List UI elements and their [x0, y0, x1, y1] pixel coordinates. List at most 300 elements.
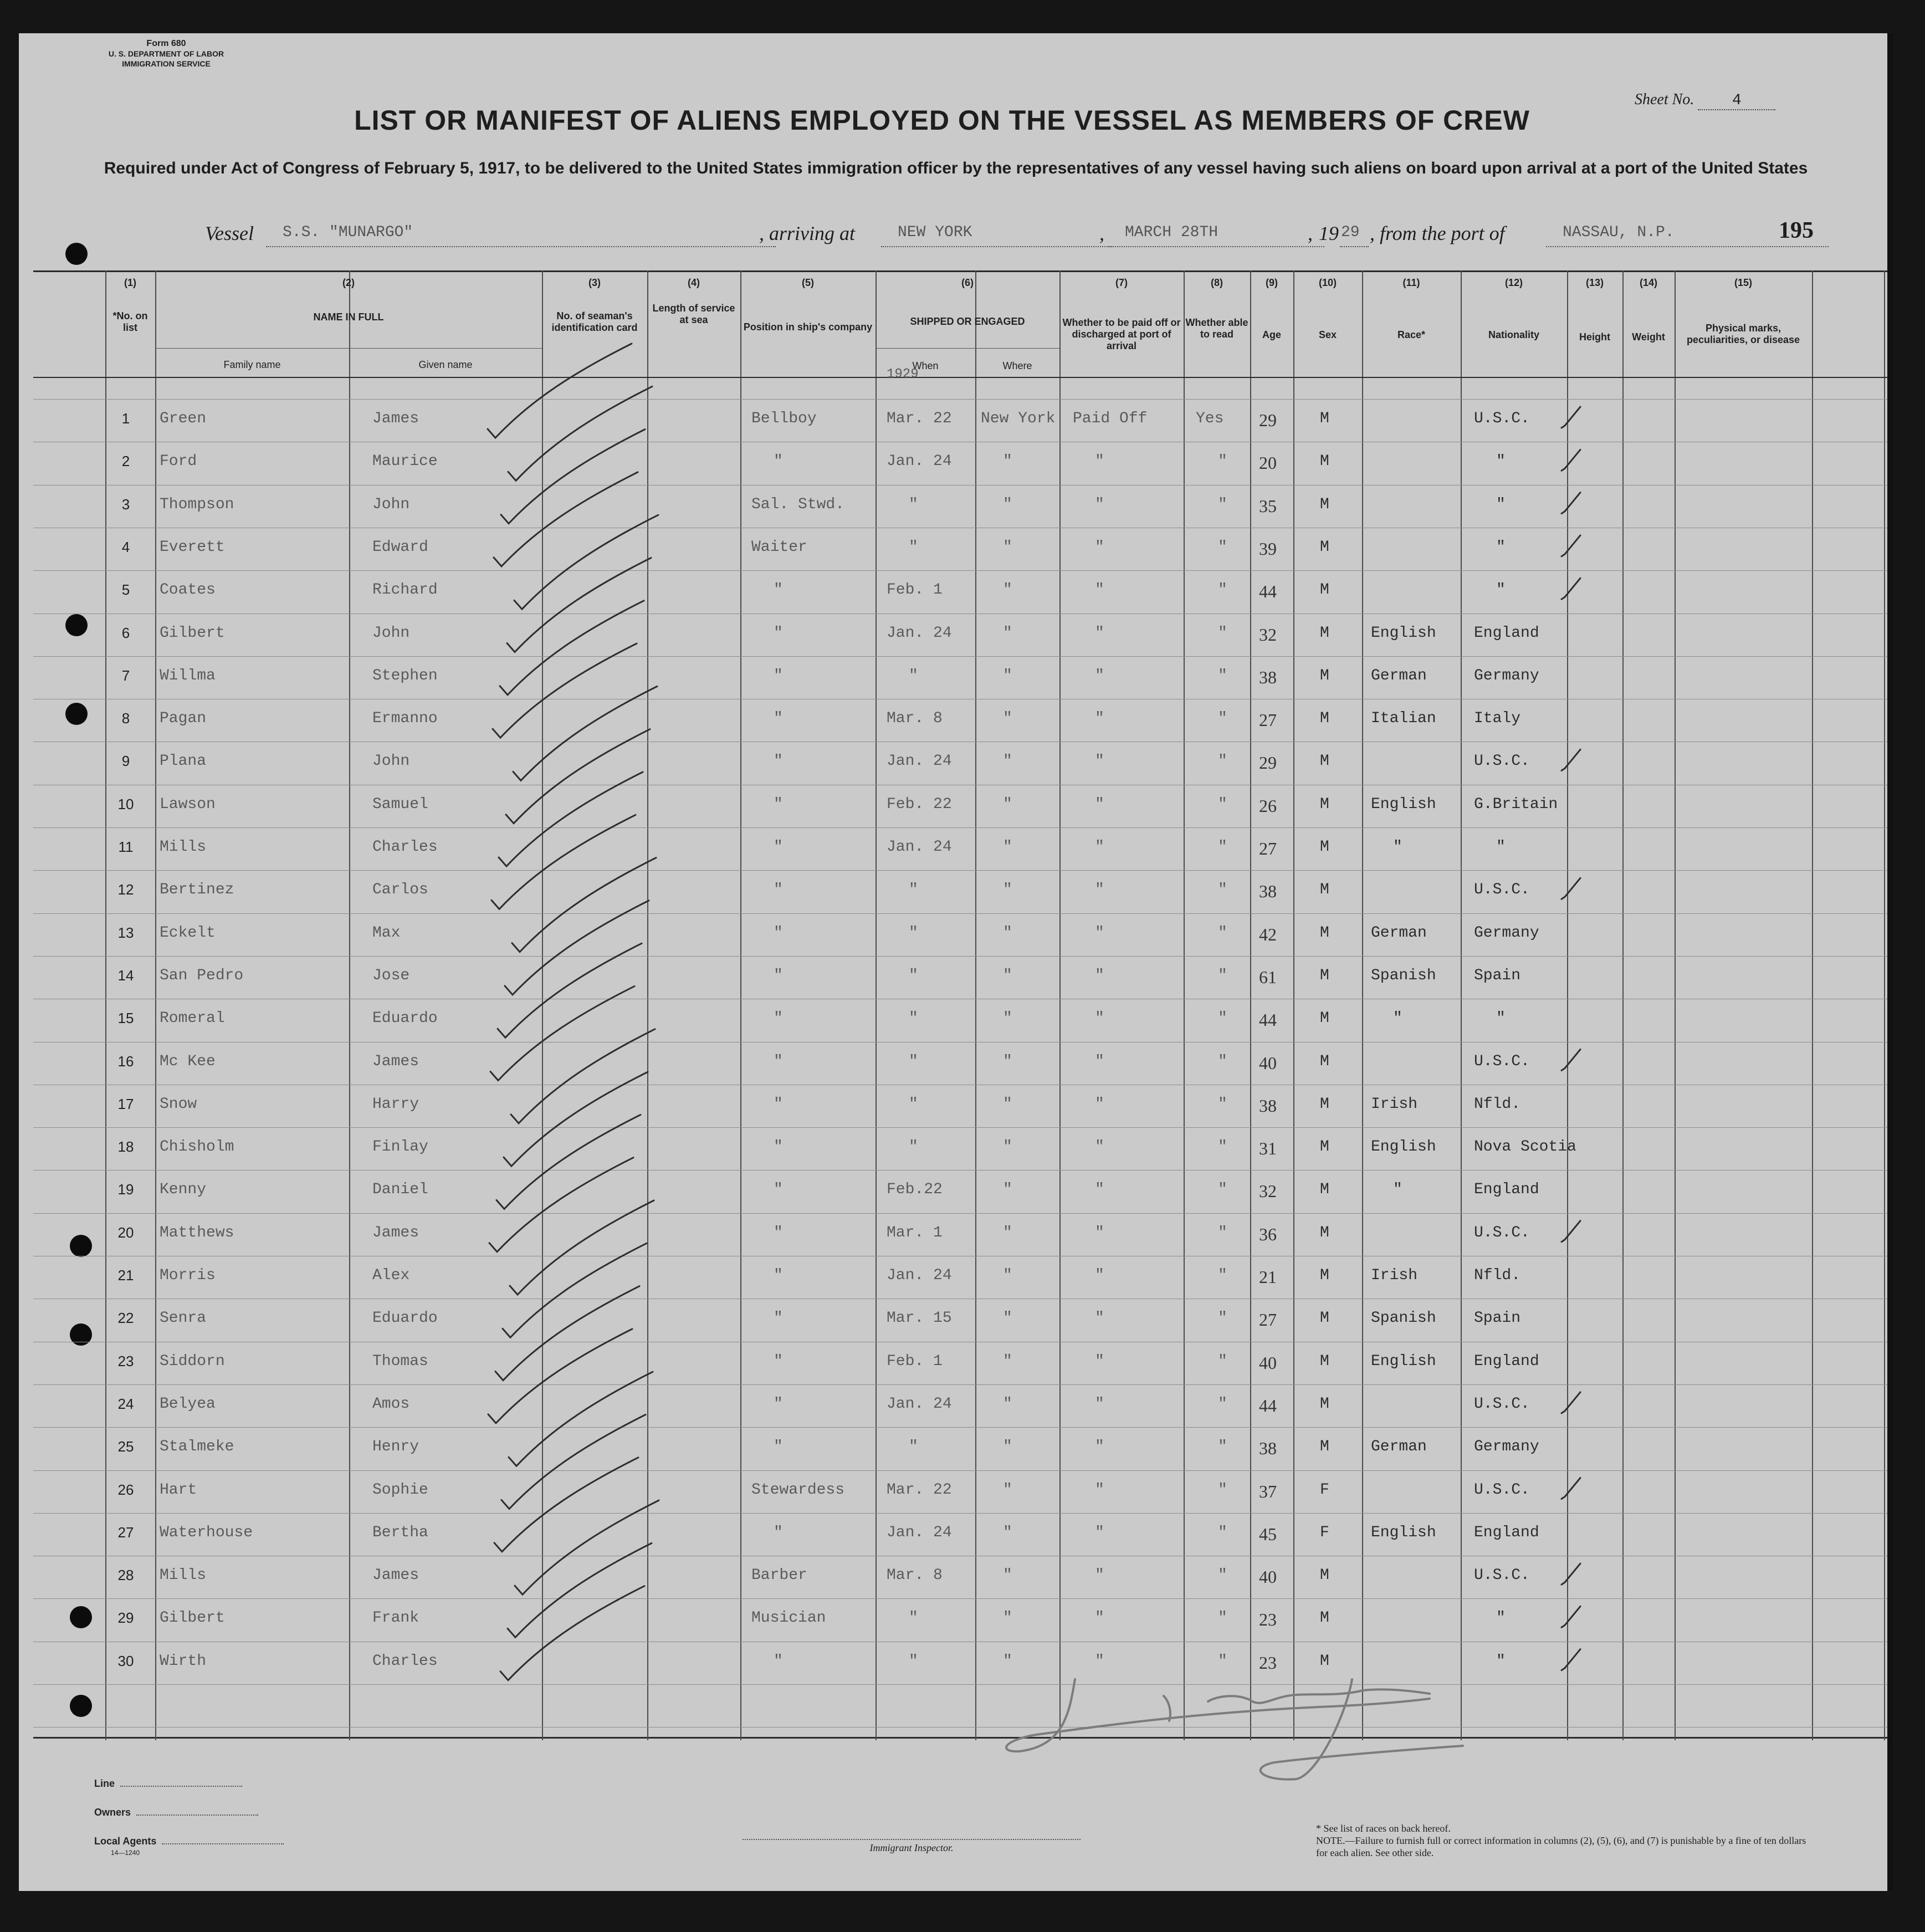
cell-given: Maurice — [372, 453, 438, 471]
inspector-signature — [986, 1668, 1529, 1785]
punch-hole — [65, 243, 88, 265]
cell-no: 3 — [121, 495, 130, 513]
cell-given: Daniel — [372, 1181, 428, 1199]
cell-age: 45 — [1259, 1524, 1277, 1544]
punch-hole — [65, 614, 88, 636]
cell-read: " — [1218, 1652, 1227, 1670]
column-label: SHIPPED OR ENGAGED — [910, 316, 1025, 327]
cell-given: John — [372, 495, 410, 513]
vessel-line: Vessel S.S. "MUNARGO" , arriving at NEW YORK , MARCH 28TH , 19 29 , from the port of NASSAU, N.P. — [205, 222, 1829, 249]
column-label: Nationality — [1488, 329, 1539, 340]
cell-when: Feb. 1 — [887, 1352, 943, 1370]
cell-given: Richard — [372, 581, 438, 599]
column-rule — [740, 270, 741, 1740]
cell-age: 31 — [1259, 1138, 1277, 1159]
cell-when: " — [909, 1138, 918, 1156]
cell-where: " — [1003, 1524, 1012, 1541]
cell-age: 26 — [1259, 795, 1277, 816]
column-label: Whether to be paid off or discharged at port of arrival — [1062, 317, 1181, 351]
cell-nationality: U.S.C. — [1474, 1395, 1530, 1413]
cell-nationality: " — [1496, 1652, 1506, 1670]
line-field: Line — [94, 1778, 242, 1790]
cell-family: Willma — [160, 667, 216, 684]
cell-where: " — [1003, 967, 1012, 984]
row-rule — [33, 570, 1887, 571]
column-rule — [1293, 270, 1294, 1740]
cell-paid: " — [1095, 453, 1104, 471]
cell-where: " — [1003, 1095, 1012, 1113]
cell-position: " — [774, 753, 783, 770]
column-number: (6) — [961, 277, 974, 288]
cell-age: 61 — [1259, 967, 1277, 987]
cell-age: 38 — [1259, 1438, 1277, 1459]
cell-sex: M — [1320, 667, 1329, 684]
cell-nationality: Nfld. — [1474, 1267, 1521, 1284]
cell-where: " — [1003, 581, 1012, 599]
form-number: Form 680 — [146, 39, 186, 48]
cell-family: Everett — [160, 538, 225, 556]
cell-position: Bellboy — [751, 410, 817, 427]
column-label: NAME IN FULL — [313, 311, 384, 323]
cell-given: Charles — [372, 839, 438, 856]
cell-no: 11 — [118, 839, 134, 855]
cell-age: 27 — [1259, 710, 1277, 730]
page-subtitle: Required under Act of Congress of February 5, 1917, to be delivered to the United States immigration officer by the representatives of any vessel having such aliens on board upon arrival at a port of the United States — [104, 159, 1808, 177]
cell-no: 13 — [117, 924, 134, 941]
cell-nationality: Spain — [1474, 1310, 1521, 1327]
cell-read: Yes — [1196, 410, 1224, 427]
cell-family: Snow — [160, 1095, 197, 1113]
cell-where: " — [1003, 795, 1012, 813]
cell-paid: " — [1095, 1438, 1104, 1456]
cell-sex: M — [1320, 581, 1329, 599]
cell-given: James — [372, 1567, 419, 1585]
cell-given: Max — [372, 924, 401, 942]
cell-nationality: " — [1496, 1609, 1506, 1627]
cell-position: " — [774, 667, 783, 684]
cell-paid: " — [1095, 795, 1104, 813]
row-rule — [33, 913, 1887, 914]
cell-nationality: England — [1474, 1524, 1539, 1541]
race-note: * See list of races on back hereof. — [1316, 1823, 1451, 1834]
row-rule — [33, 1170, 1887, 1171]
cell-family: Mc Kee — [160, 1052, 216, 1070]
column-number: (11) — [1402, 277, 1420, 288]
cell-given: Frank — [372, 1609, 419, 1627]
cell-position: " — [774, 1052, 783, 1070]
cell-when: " — [909, 1609, 918, 1627]
cell-family: Belyea — [160, 1395, 216, 1413]
cell-sex: M — [1320, 710, 1329, 728]
cell-position: " — [774, 881, 783, 899]
cell-nationality: U.S.C. — [1474, 1052, 1530, 1070]
row-rule — [33, 1384, 1887, 1385]
cell-position: " — [774, 1438, 783, 1456]
cell-sex: M — [1320, 538, 1329, 556]
row-rule — [33, 1513, 1887, 1514]
cell-paid: " — [1095, 967, 1104, 984]
cell-where: " — [1003, 495, 1012, 513]
cell-sex: M — [1320, 1652, 1329, 1670]
cell-paid: " — [1095, 1481, 1104, 1499]
cell-when: " — [909, 881, 918, 899]
cell-family: Hart — [160, 1481, 197, 1499]
cell-age: 38 — [1259, 881, 1277, 902]
cell-age: 39 — [1259, 538, 1277, 559]
cell-when: Feb. 1 — [887, 581, 943, 599]
row-rule — [33, 1427, 1887, 1428]
cell-paid: " — [1095, 1224, 1104, 1241]
cell-where: " — [1003, 710, 1012, 728]
cell-when: Feb.22 — [887, 1181, 943, 1199]
cell-nationality: England — [1474, 624, 1539, 642]
cell-age: 32 — [1259, 1181, 1277, 1202]
cell-when: " — [909, 1438, 918, 1456]
cell-where: " — [1003, 1267, 1012, 1284]
cell-where: " — [1003, 667, 1012, 684]
cell-sex: M — [1320, 453, 1329, 471]
column-rule — [975, 270, 976, 1740]
cell-position: " — [774, 1395, 783, 1413]
cell-position: " — [774, 839, 783, 856]
cell-where: " — [1003, 453, 1012, 471]
cell-paid: " — [1095, 1138, 1104, 1156]
cell-read: " — [1218, 795, 1227, 813]
column-rule — [876, 270, 877, 1740]
cell-sex: M — [1320, 967, 1329, 984]
cell-sex: M — [1320, 1224, 1329, 1241]
cell-age: 36 — [1259, 1224, 1277, 1244]
cell-race: " — [1393, 839, 1402, 856]
cell-paid: " — [1095, 1524, 1104, 1541]
cell-sex: M — [1320, 495, 1329, 513]
cell-position: " — [774, 1310, 783, 1327]
cell-read: " — [1218, 581, 1227, 599]
column-rule — [1622, 270, 1624, 1740]
cell-nationality: Nova Scotia — [1474, 1138, 1576, 1156]
cell-when: " — [909, 1052, 918, 1070]
cell-paid: " — [1095, 753, 1104, 770]
column-sublabel: Where — [1002, 360, 1032, 371]
cell-no: 17 — [117, 1095, 134, 1112]
row-rule — [33, 827, 1887, 828]
cell-no: 26 — [117, 1481, 134, 1498]
cell-family: Bertinez — [160, 881, 234, 899]
cell-age: 29 — [1259, 753, 1277, 773]
cell-given: Amos — [372, 1395, 410, 1413]
cell-read: " — [1218, 453, 1227, 471]
cell-family: Stalmeke — [160, 1438, 234, 1456]
cell-nationality: Germany — [1474, 667, 1539, 684]
cell-when: Mar. 22 — [887, 410, 952, 427]
column-rule — [1884, 270, 1885, 1740]
row-rule — [33, 1684, 1887, 1685]
cell-position: " — [774, 1267, 783, 1284]
cell-where: " — [1003, 753, 1012, 770]
vessel-label: Vessel — [205, 222, 254, 244]
column-sublabel: Family name — [223, 359, 281, 370]
punch-hole — [70, 1695, 92, 1717]
cell-family: Gilbert — [160, 1609, 225, 1627]
cell-when: " — [909, 967, 918, 984]
column-rule — [1362, 270, 1363, 1740]
from-port: NASSAU, N.P. — [1546, 224, 1829, 247]
cell-position: " — [774, 581, 783, 599]
vessel-name: S.S. "MUNARGO" — [266, 224, 776, 247]
cell-where: " — [1003, 1609, 1012, 1627]
cell-sex: M — [1320, 1310, 1329, 1327]
cell-race: English — [1371, 1352, 1436, 1370]
cell-sex: M — [1320, 1609, 1329, 1627]
cell-where: " — [1003, 624, 1012, 642]
cell-age: 44 — [1259, 1010, 1277, 1030]
cell-family: Wirth — [160, 1652, 207, 1670]
cell-nationality: U.S.C. — [1474, 1224, 1530, 1241]
cell-no: 18 — [117, 1138, 134, 1156]
cell-age: 32 — [1259, 624, 1277, 645]
cell-read: " — [1218, 538, 1227, 556]
column-rule — [1675, 270, 1676, 1740]
cell-sex: M — [1320, 624, 1329, 642]
cell-position: " — [774, 1181, 783, 1199]
cell-nationality: " — [1496, 839, 1506, 856]
cell-position: " — [774, 624, 783, 642]
cell-no: 1 — [121, 410, 130, 427]
cell-sex: M — [1320, 1267, 1329, 1284]
cell-no: 6 — [121, 624, 130, 641]
cell-read: " — [1218, 1138, 1227, 1156]
column-number: (3) — [588, 277, 601, 288]
cell-when: Jan. 24 — [887, 753, 952, 770]
cell-position: Waiter — [751, 538, 807, 556]
form-identifier — [83, 39, 249, 69]
cell-race: " — [1393, 1181, 1402, 1199]
cell-read: " — [1218, 1567, 1227, 1585]
cell-read: " — [1218, 667, 1227, 684]
cell-nationality: U.S.C. — [1474, 753, 1530, 770]
cell-where: " — [1003, 881, 1012, 899]
cell-race: English — [1371, 1138, 1436, 1156]
cell-position: " — [774, 1138, 783, 1156]
cell-position: " — [774, 1352, 783, 1370]
footnote — [1316, 1822, 1815, 1859]
cell-sex: M — [1320, 1095, 1329, 1113]
cell-no: 19 — [117, 1181, 134, 1198]
cell-paid: " — [1095, 1181, 1104, 1199]
cell-sex: F — [1320, 1524, 1329, 1541]
cell-family: Mills — [160, 1567, 207, 1585]
cell-sex: M — [1320, 1395, 1329, 1413]
column-rule — [155, 270, 156, 1740]
cell-no: 21 — [117, 1267, 134, 1284]
cell-race: English — [1371, 1524, 1436, 1541]
cell-nationality: England — [1474, 1181, 1539, 1199]
form-department: U. S. DEPARTMENT OF LABOR — [108, 49, 224, 58]
cell-read: " — [1218, 1352, 1227, 1370]
cell-paid: " — [1095, 1052, 1104, 1070]
column-number: (2) — [342, 277, 355, 288]
cell-no: 14 — [117, 967, 134, 984]
cell-race: Italian — [1371, 710, 1436, 728]
column-number: (13) — [1585, 277, 1604, 288]
column-label: Position in ship's company — [743, 321, 873, 333]
cell-where: " — [1003, 924, 1012, 942]
cell-given: Alex — [372, 1267, 410, 1284]
cell-no: 27 — [117, 1524, 134, 1541]
cell-read: " — [1218, 1224, 1227, 1241]
cell-nationality: U.S.C. — [1474, 881, 1530, 899]
cell-sex: M — [1320, 839, 1329, 856]
cell-when: Jan. 24 — [887, 1395, 952, 1413]
cell-where: " — [1003, 1181, 1012, 1199]
form-service: IMMIGRATION SERVICE — [122, 59, 211, 68]
cell-sex: F — [1320, 1481, 1329, 1499]
cell-where: " — [1003, 1138, 1012, 1156]
cell-paid: Paid Off — [1073, 410, 1148, 427]
cell-given: James — [372, 1052, 419, 1070]
cell-when: Jan. 24 — [887, 1524, 952, 1541]
cell-sex: M — [1320, 1567, 1329, 1585]
cell-no: 5 — [121, 581, 130, 599]
cell-where: New York — [981, 410, 1056, 427]
column-label: No. of seaman's identification card — [551, 310, 638, 333]
cell-race: " — [1393, 1010, 1402, 1028]
cell-read: " — [1218, 1095, 1227, 1113]
cell-no: 29 — [117, 1609, 134, 1627]
cell-no: 25 — [117, 1438, 134, 1455]
cell-sex: M — [1320, 1052, 1329, 1070]
column-label: Sex — [1318, 329, 1337, 340]
punch-hole — [70, 1323, 92, 1346]
column-label: Age — [1262, 329, 1281, 340]
column-label: Whether able to read — [1185, 317, 1248, 340]
cell-when: " — [909, 538, 918, 556]
column-label: *No. on list — [112, 310, 148, 333]
cell-paid: " — [1095, 710, 1104, 728]
cell-family: Gilbert — [160, 624, 225, 642]
stamp-number: 195 — [1779, 218, 1814, 243]
cell-sex: M — [1320, 1438, 1329, 1456]
cell-read: " — [1218, 710, 1227, 728]
cell-nationality: " — [1496, 1010, 1506, 1028]
cell-family: Coates — [160, 581, 216, 599]
cell-age: 42 — [1259, 924, 1277, 944]
cell-position: Barber — [751, 1567, 807, 1585]
punch-hole — [65, 703, 88, 725]
cell-race: Spanish — [1371, 967, 1436, 984]
cell-no: 2 — [121, 453, 130, 470]
cell-no: 16 — [117, 1052, 134, 1070]
row-rule — [33, 1470, 1887, 1471]
cell-when: Jan. 24 — [887, 839, 952, 856]
cell-when: " — [909, 1095, 918, 1113]
page-title: LIST OR MANIFEST OF ALIENS EMPLOYED ON THE VESSEL AS MEMBERS OF CREW — [354, 105, 1530, 136]
cell-where: " — [1003, 1010, 1012, 1028]
cell-family: Plana — [160, 753, 207, 770]
cell-paid: " — [1095, 581, 1104, 599]
cell-given: Harry — [372, 1095, 419, 1113]
row-rule — [33, 1598, 1887, 1599]
cell-age: 40 — [1259, 1352, 1277, 1373]
column-label: Height — [1579, 331, 1610, 343]
cell-nationality: " — [1496, 581, 1506, 599]
penalty-note: NOTE.—Failure to furnish full or correct information in columns (2), (5), (6), and (7) is punishable by a fine of ten dollars for each alien. See other side. — [1316, 1835, 1806, 1858]
cell-paid: " — [1095, 881, 1104, 899]
cell-when: Jan. 24 — [887, 453, 952, 471]
cell-family: Chisholm — [160, 1138, 234, 1156]
column-sublabel: Given name — [418, 359, 473, 370]
cell-position: " — [774, 795, 783, 813]
cell-given: Carlos — [372, 881, 428, 899]
cell-age: 40 — [1259, 1567, 1277, 1587]
cell-race: German — [1371, 667, 1427, 684]
cell-given: John — [372, 624, 410, 642]
cell-given: James — [372, 1224, 419, 1241]
cell-age: 23 — [1259, 1652, 1277, 1673]
cell-family: Lawson — [160, 795, 216, 813]
cell-where: " — [1003, 1395, 1012, 1413]
cell-family: Ford — [160, 453, 197, 471]
cell-read: " — [1218, 1438, 1227, 1456]
cell-position: Sal. Stwd. — [751, 495, 845, 513]
cell-age: 27 — [1259, 1310, 1277, 1330]
column-rule — [1059, 270, 1061, 1740]
column-number: (12) — [1504, 277, 1523, 288]
cell-sex: M — [1320, 881, 1329, 899]
cell-paid: " — [1095, 1095, 1104, 1113]
cell-family: Siddorn — [160, 1352, 225, 1370]
cell-read: " — [1218, 924, 1227, 942]
cell-when: Mar. 8 — [887, 710, 943, 728]
row-rule — [33, 1127, 1887, 1128]
cell-paid: " — [1095, 1567, 1104, 1585]
cell-given: Edward — [372, 538, 428, 556]
cell-position: " — [774, 710, 783, 728]
cell-given: Eduardo — [372, 1310, 438, 1327]
cell-age: 38 — [1259, 667, 1277, 687]
cell-position: " — [774, 1095, 783, 1113]
cell-age: 29 — [1259, 410, 1277, 430]
row-rule — [33, 870, 1887, 871]
column-rule — [1812, 270, 1813, 1740]
cell-paid: " — [1095, 538, 1104, 556]
cell-sex: M — [1320, 410, 1329, 427]
column-rule — [1461, 270, 1462, 1740]
column-number: (5) — [802, 277, 814, 288]
cell-age: 20 — [1259, 453, 1277, 473]
cell-position: " — [774, 967, 783, 984]
cell-where: " — [1003, 1052, 1012, 1070]
cell-given: Samuel — [372, 795, 428, 813]
cell-family: Thompson — [160, 495, 234, 513]
cell-read: " — [1218, 1609, 1227, 1627]
cell-position: " — [774, 1524, 783, 1541]
column-rule — [542, 270, 543, 1740]
cell-given: Bertha — [372, 1524, 428, 1541]
column-rule — [1567, 270, 1568, 1740]
cell-where: " — [1003, 1438, 1012, 1456]
punch-hole — [70, 1606, 92, 1628]
cell-given: James — [372, 410, 419, 427]
cell-position: " — [774, 1224, 783, 1241]
cell-family: Waterhouse — [160, 1524, 253, 1541]
cell-family: Romeral — [160, 1010, 225, 1028]
cell-where: " — [1003, 1567, 1012, 1585]
arriving-port: NEW YORK — [881, 224, 1114, 247]
cell-read: " — [1218, 839, 1227, 856]
cell-when: Jan. 24 — [887, 1267, 952, 1284]
column-rule — [647, 270, 648, 1740]
